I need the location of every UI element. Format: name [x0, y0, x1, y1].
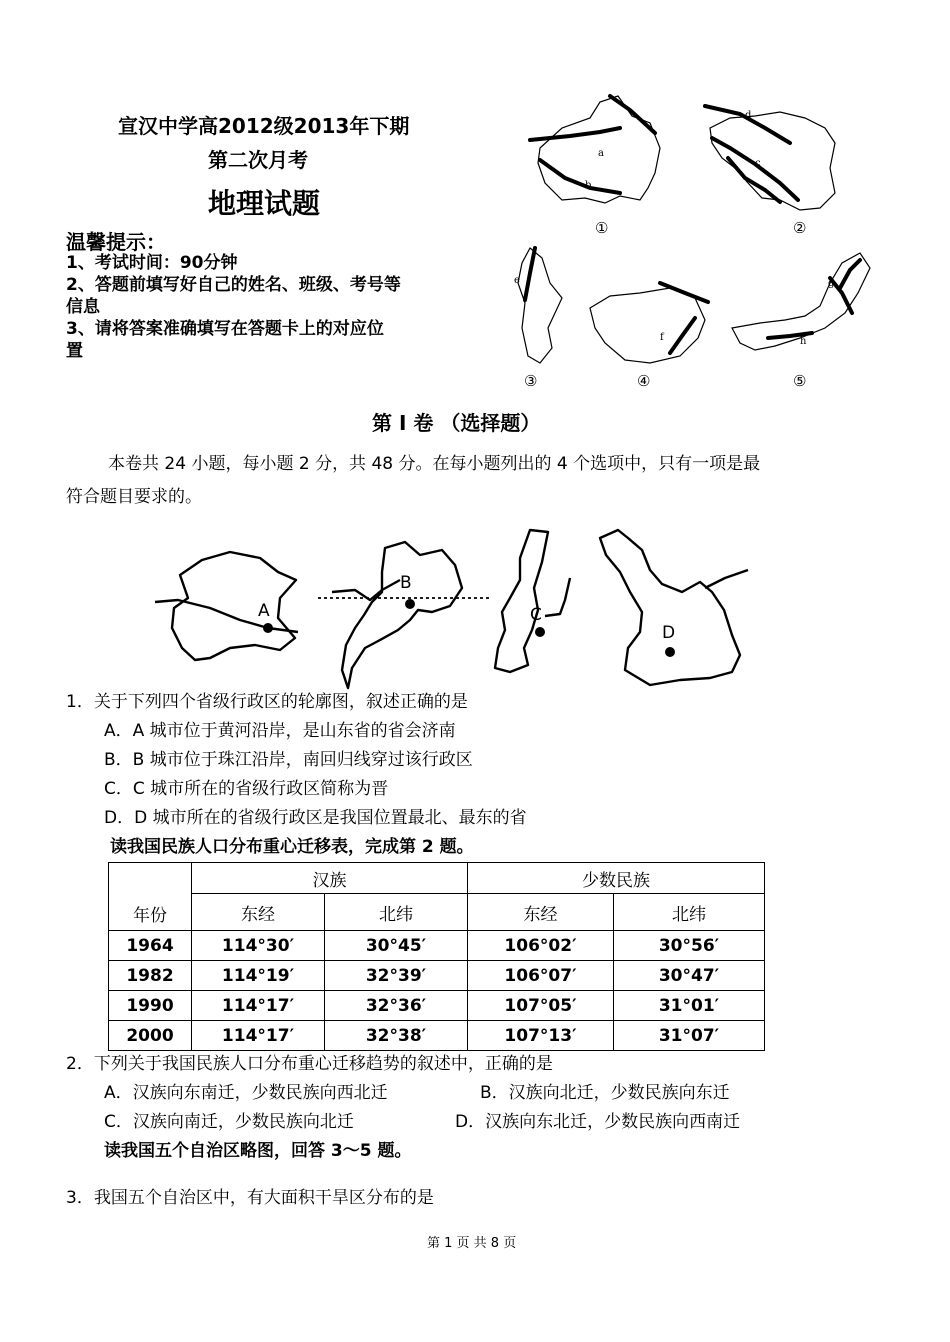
q1-stem: 1．关于下列四个省级行政区的轮廓图，叙述正确的是: [66, 692, 468, 712]
table-cell: 32°39′: [325, 961, 468, 991]
tip-line: 2、答题前填写好自己的姓名、班级、考号等: [66, 275, 401, 295]
svg-text:b: b: [585, 180, 592, 191]
q1-option-d: D．D 城市所在的省级行政区是我国位置最北、最东的省: [104, 808, 527, 828]
table-cell: 1964: [109, 931, 192, 961]
svg-text:c: c: [755, 158, 761, 169]
population-centroid-table: [108, 862, 765, 1051]
svg-text:e: e: [514, 275, 520, 286]
svg-text:D: D: [662, 623, 676, 643]
svg-text:a: a: [598, 148, 604, 159]
table-cell: 114°30′: [192, 931, 325, 961]
title-line-3: 地理试题: [208, 187, 321, 220]
svg-text:③: ③: [524, 372, 538, 390]
table-cell: 32°38′: [325, 1021, 468, 1051]
q2-intro: 读我国民族人口分布重心迁移表，完成第 2 题。: [110, 837, 474, 857]
svg-text:B: B: [400, 573, 412, 593]
table-cell: 106°02′: [468, 931, 614, 961]
svg-text:g: g: [828, 278, 835, 289]
section-title: 第 I 卷 （选择题）: [372, 411, 541, 435]
svg-text:A: A: [258, 601, 270, 621]
q2-option-a: A．汉族向东南迁，少数民族向西北迁: [104, 1083, 388, 1103]
svg-text:d: d: [745, 110, 752, 121]
autonomous-region-maps: [500, 88, 880, 398]
q3-stem: 3．我国五个自治区中，有大面积干旱区分布的是: [66, 1188, 434, 1208]
tip-line: 信息: [66, 297, 100, 317]
table-cell: 107°13′: [468, 1021, 614, 1051]
minority-header: 少数民族: [468, 863, 765, 894]
tip-line: 置: [66, 341, 83, 361]
tips-heading: 温馨提示：: [66, 230, 166, 254]
svg-text:C: C: [530, 605, 542, 625]
q1-option-c: C．C 城市所在的省级行政区简称为晋: [104, 779, 389, 799]
table-row: [109, 1021, 765, 1051]
section-intro-line-2: 符合题目要求的。: [66, 487, 202, 507]
q2-option-c: C．汉族向南迁，少数民族向北迁: [104, 1112, 354, 1132]
sub-header: 东经: [192, 894, 325, 931]
q2-option-b: B．汉族向北迁，少数民族向东迁: [480, 1083, 730, 1103]
sub-header: 北纬: [325, 894, 468, 931]
title-line-1: 宣汉中学高2012级2013年下期: [118, 114, 410, 138]
han-header: 汉族: [192, 863, 468, 894]
table-cell: 114°17′: [192, 1021, 325, 1051]
table-row: [109, 961, 765, 991]
table-cell: 1990: [109, 991, 192, 1021]
svg-text:①: ①: [595, 219, 609, 237]
sub-header: 东经: [468, 894, 614, 931]
page-number: 第 1 页 共 8 页: [427, 1236, 517, 1251]
title-line-2: 第二次月考: [208, 148, 308, 172]
table-cell: 1982: [109, 961, 192, 991]
q2-stem: 2．下列关于我国民族人口分布重心迁移趋势的叙述中，正确的是: [66, 1054, 553, 1074]
tips-list: [66, 252, 401, 362]
sub-header: 北纬: [614, 894, 765, 931]
table-cell: 107°05′: [468, 991, 614, 1021]
svg-text:④: ④: [637, 372, 651, 390]
year-header: 年份: [109, 863, 192, 931]
table-cell: 106°07′: [468, 961, 614, 991]
table-cell: 30°47′: [614, 961, 765, 991]
svg-text:②: ②: [793, 219, 807, 237]
table-cell: 114°19′: [192, 961, 325, 991]
table-cell: 31°07′: [614, 1021, 765, 1051]
q1-option-a: A．A 城市位于黄河沿岸，是山东省的省会济南: [104, 721, 456, 741]
q2-option-d: D．汉族向东北迁，少数民族向西南迁: [455, 1112, 741, 1132]
q1-option-b: B．B 城市位于珠江沿岸，南回归线穿过该行政区: [104, 750, 473, 770]
svg-text:h: h: [800, 336, 807, 347]
q3-intro: 读我国五个自治区略图，回答 3～5 题。: [104, 1141, 412, 1161]
section-intro-line-1: 本卷共 24 小题，每小题 2 分，共 48 分。在每小题列出的 4 个选项中，只有一项是最: [108, 454, 761, 474]
table-cell: 32°36′: [325, 991, 468, 1021]
svg-text:⑤: ⑤: [793, 372, 807, 390]
table-cell: 30°56′: [614, 931, 765, 961]
svg-text:f: f: [660, 332, 664, 343]
table-row: [109, 991, 765, 1021]
table-row: [109, 931, 765, 961]
tip-line: 3、请将答案准确填写在答题卡上的对应位: [66, 319, 384, 339]
province-outline-maps: [150, 520, 760, 690]
tip-line: 1、考试时间：90分钟: [66, 253, 238, 273]
table-cell: 114°17′: [192, 991, 325, 1021]
table-cell: 31°01′: [614, 991, 765, 1021]
table-cell: 30°45′: [325, 931, 468, 961]
table-cell: 2000: [109, 1021, 192, 1051]
